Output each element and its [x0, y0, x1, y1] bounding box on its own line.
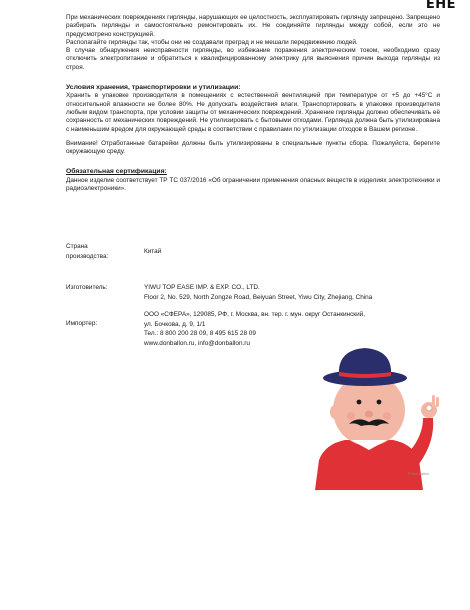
importer-value: ООО «СФЕРА», 129085, РФ, г. Москва, вн. тер. г. мун. округ Останкинский, ул. Бочкова, д. 9, 1/1 Тел.: 8 800 200 28 09, 8 495 615 28 09 www.donballon.ru, info@donballon.ru — [144, 311, 365, 347]
importer-label: Импортер: — [66, 320, 98, 327]
mascot-illustration — [305, 340, 445, 490]
instructions-text — [66, 14, 440, 193]
brand-logo: ЕНЕ — [425, 0, 456, 12]
certification-text: Данное изделие соответствует ТР ТС 037/2016 «Об ограничении применения опасных веществ в изделиях электротехники и радиоэлектроники». — [66, 176, 440, 193]
mascot-copyright: © Don Ballon — [408, 472, 429, 476]
battery-note: Внимание! Отработанные батарейки должны быть утилизированы в специальные пункты сбора. Пожалуйста, берегите окружающую среду. — [66, 139, 440, 156]
manufacturer-value: YIWU TOP EASE IMP. & EXP. CO., LTD. Floor 2, No. 529, North Zongze Road, Beiyuan Street, Yiwu City, Zhejiang, China — [144, 284, 373, 301]
handling-paragraph-1: При механических повреждениях гирлянды, нарушающих ее целостность, эксплуатировать гирлянду запрещено. Запрещено разбирать гирлянды и самостоятельно ремонтировать их. Не соединяйте гирлянды между собой, если это не предусмотрено конструкцией. — [66, 14, 440, 38]
origin-value: Китай — [144, 248, 162, 255]
handling-paragraph-3: В случае обнаружения неисправности гирлянды, во избежание поражения электрическим током, необходимо сразу отключить электропитание и обратиться к квалифицированному электрику для выяснения причин выхода гирлянды из строя. — [66, 47, 440, 71]
certification-heading: Обязательная сертификация: — [66, 168, 167, 176]
storage-text: Хранить в упаковке производителя в помещениях с естественной вентиляцией при температуре от +5 до +45°С и относительной влажности не более 80%. Не допускать воздействия влаги. Транспортировать в упаковке производителя любым видом транспорта, при условии защиты от механических повреждений. Хранение гирлянды должно обеспечивать её сохранность от механических повреждений. Не утилизировать с бытовыми отходами. Гирлянда должна быть утилизирована с наименьшим вредом для окружающей среды в соответствии с правилами по утилизации отходов в Вашем регионе. — [66, 92, 440, 133]
handling-paragraph-2: Располагайте гирлянды так, чтобы они не создавали преград и не мешали передвижению людей. — [66, 38, 358, 46]
manufacturer-row — [66, 283, 446, 305]
storage-heading: Условия хранения, транспортировки и утилизации: — [66, 84, 241, 92]
origin-row — [66, 242, 446, 264]
manufacturer-label: Изготовитель: — [66, 284, 108, 291]
origin-label: Страна производства: — [66, 243, 109, 260]
